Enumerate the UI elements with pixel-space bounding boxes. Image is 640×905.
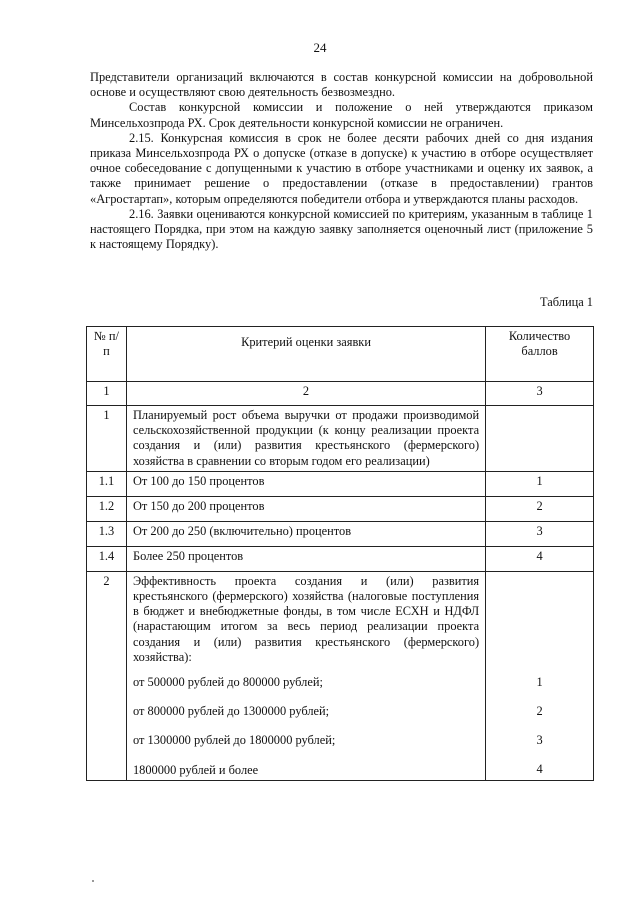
paragraph: Представители организаций включаются в состав конкурсной комиссии на добровольной основе и осуществляют свою деятельность безвозмездно. [90, 70, 593, 100]
criterion-text: От 150 до 200 процентов [126, 496, 485, 521]
table-caption: Таблица 1 [540, 295, 593, 309]
column-number: 2 [126, 382, 485, 406]
row-num: 1 [87, 406, 127, 472]
row-num: 1.4 [87, 546, 127, 571]
body-text [90, 70, 593, 252]
row-num: 2 [87, 571, 127, 780]
scan-speck [92, 880, 94, 882]
table-row [87, 406, 594, 472]
criterion-cell [126, 571, 485, 780]
paragraph: 2.15. Конкурсная комиссия в срок не более десяти рабочих дней со дня издания приказа Минсельхозпрода РХ о допуске (отказе в допуске) к участию в отборе осуществляет очное собеседование с допущенными к участию в отборе участниками и оценку их заявок, а также принимает решение о предоставлении (отказе в предоставлении) грантов «Агростартап», которым определяются победители отбора и утверждаются планы расходов. [90, 130, 593, 206]
column-number-row [87, 382, 594, 406]
score-cell: 3 [486, 521, 594, 546]
paragraph: 2.16. Заявки оцениваются конкурсной комиссией по критериям, указанным в таблице 1 настоящего Порядка, при этом на каждую заявку заполняется оценочный лист (приложение 5 к настоящему Порядку). [90, 206, 593, 252]
score-cell [486, 406, 594, 472]
header-criterion: Критерий оценки заявки [126, 327, 485, 382]
criterion-text: От 100 до 150 процентов [126, 471, 485, 496]
row-num: 1.1 [87, 471, 127, 496]
paragraph: Состав конкурсной комиссии и положение о ней утверждаются приказом Минсельхозпрода РХ. Срок деятельности конкурсной комиссии не ограничен. [90, 100, 593, 130]
criteria-table [86, 326, 594, 781]
option-score: 3 [536, 733, 543, 748]
criterion-text: От 200 до 250 (включительно) процентов [126, 521, 485, 546]
header-num: № п/п [87, 327, 127, 382]
option-text: от 800000 рублей до 1300000 рублей; [132, 704, 330, 719]
page-number: 24 [313, 40, 327, 55]
score-cell [486, 571, 594, 780]
table-row [87, 521, 594, 546]
score-cell: 1 [486, 471, 594, 496]
option-text: от 1300000 рублей до 1800000 рублей; [132, 733, 336, 748]
table-header-row [87, 327, 594, 382]
row-num: 1.2 [87, 496, 127, 521]
table-row [87, 471, 594, 496]
option-score: 2 [536, 704, 543, 719]
row-num: 1.3 [87, 521, 127, 546]
score-cell: 2 [486, 496, 594, 521]
column-number: 3 [486, 382, 594, 406]
table-row [87, 496, 594, 521]
option-score: 4 [536, 762, 543, 777]
header-score: Количество баллов [486, 327, 594, 382]
criterion-text: Эффективность проекта создания и (или) развития крестьянского (фермерского) хозяйства (налоговые поступления в бюджет и внебюджетные фонды, в том числе ЕСХН и НДФЛ (нарастающим итогом за весь период реализации проекта создания и (или) развития крестьянского (фермерского) хозяйства): [132, 573, 480, 664]
table-row [87, 546, 594, 571]
option-text: 1800000 рублей и более [132, 762, 259, 777]
column-number: 1 [87, 382, 127, 406]
score-cell: 4 [486, 546, 594, 571]
option-text: от 500000 рублей до 800000 рублей; [132, 675, 323, 690]
table-row [87, 571, 594, 780]
criterion-text: Более 250 процентов [126, 546, 485, 571]
option-score: 1 [536, 674, 543, 689]
criterion-text: Планируемый рост объема выручки от продажи производимой сельскохозяйственной продукции (к концу реализации проекта создания и (или) развития крестьянского (фермерского) хозяйства в сравнении со вторым годом его реализации) [126, 406, 485, 472]
